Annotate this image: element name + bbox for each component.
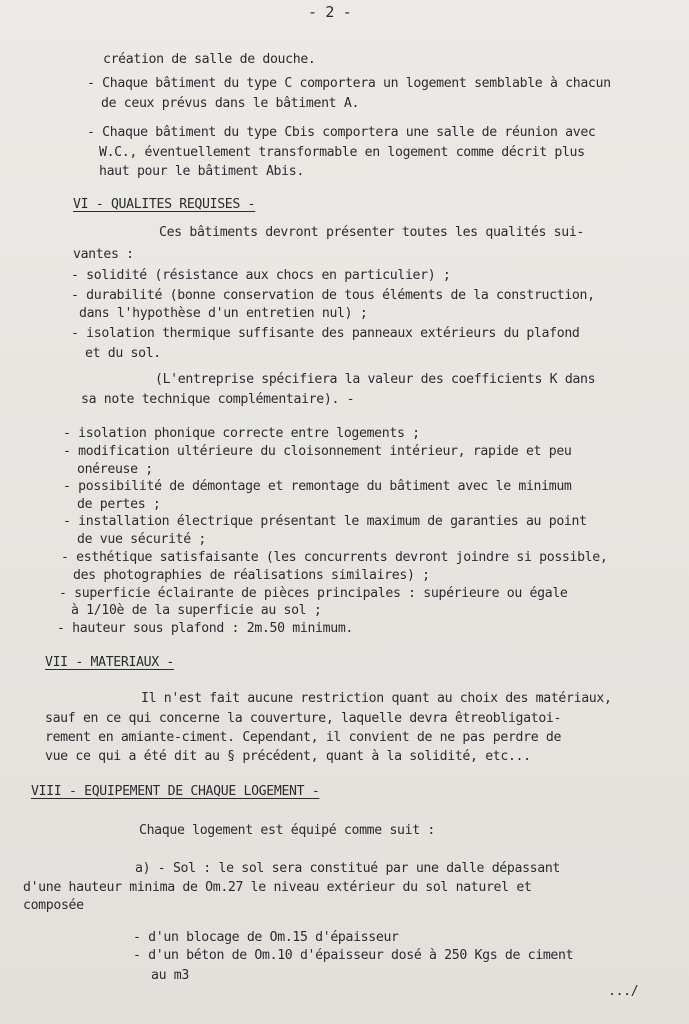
- text-line: Il n'est fait aucune restriction quant au choix des matériaux,: [141, 691, 612, 706]
- list-item: - durabilité (bonne conservation de tous éléments de la construction,: [71, 288, 595, 303]
- text-line: et du sol.: [85, 346, 161, 361]
- text-line: onéreuse ;: [77, 462, 153, 477]
- text-line: des photographies de réalisations similaires) ;: [73, 568, 430, 583]
- text-line: - Chaque bâtiment du type C comportera un logement semblable à chacun: [87, 76, 611, 91]
- text-line: composée: [23, 898, 84, 913]
- section-heading-viii: VIII - EQUIPEMENT DE CHAQUE LOGEMENT -: [31, 784, 320, 799]
- list-item: - modification ultérieure du cloisonnement intérieur, rapide et peu: [63, 444, 572, 459]
- text-line: dans l'hypothèse d'un entretien nul) ;: [79, 306, 368, 321]
- text-line: a) - Sol : le sol sera constitué par une dalle dépassant: [135, 861, 561, 876]
- text-line: création de salle de douche.: [103, 52, 316, 67]
- text-line: vue ce qui a été dit au § précédent, quant à la solidité, etc...: [45, 749, 531, 764]
- text-line: de vue sécurité ;: [77, 532, 207, 547]
- text-line: de ceux prévus dans le bâtiment A.: [101, 96, 360, 111]
- text-line: haut pour le bâtiment Abis.: [99, 164, 304, 179]
- list-item: - solidité (résistance aux chocs en particulier) ;: [71, 268, 451, 283]
- text-line: à 1/10è de la superficie au sol ;: [71, 603, 322, 618]
- section-heading-vii: VII - MATERIAUX -: [45, 655, 175, 670]
- list-item: - d'un béton de Om.10 d'épaisseur dosé à 250 Kgs de ciment: [133, 948, 574, 963]
- continuation-mark: .../: [608, 984, 639, 999]
- list-item: - isolation thermique suffisante des panneaux extérieurs du plafond: [71, 326, 580, 341]
- list-item: - superficie éclairante de pièces principales : supérieure ou égale: [59, 586, 568, 601]
- text-line: de pertes ;: [77, 497, 161, 512]
- list-item: - installation électrique présentant le maximum de garanties au point: [63, 514, 587, 529]
- text-line: vantes :: [73, 247, 134, 262]
- text-line: (L'entreprise spécifiera la valeur des coefficients K dans: [155, 372, 596, 387]
- list-item: - possibilité de démontage et remontage du bâtiment avec le minimum: [63, 479, 572, 494]
- text-line: sa note technique complémentaire). -: [81, 392, 355, 407]
- text-line: - Chaque bâtiment du type Cbis comportera une salle de réunion avec: [87, 125, 596, 140]
- list-item: - isolation phonique correcte entre logements ;: [63, 426, 420, 441]
- text-line: d'une hauteur minima de Om.27 le niveau extérieur du sol naturel et: [23, 880, 532, 895]
- page-number: - 2 -: [308, 3, 352, 21]
- list-item: - hauteur sous plafond : 2m.50 minimum.: [57, 621, 353, 636]
- text-line: au m3: [151, 968, 189, 983]
- section-heading-vi: VI - QUALITES REQUISES -: [73, 197, 256, 212]
- list-item: - esthétique satisfaisante (les concurrents devront joindre si possible,: [61, 550, 608, 565]
- text-line: rement en amiante-ciment. Cependant, il convient de ne pas perdre de: [45, 730, 562, 745]
- text-line: W.C., éventuellement transformable en logement comme décrit plus: [99, 145, 585, 160]
- list-item: - d'un blocage de Om.15 d'épaisseur: [133, 930, 399, 945]
- text-line: Chaque logement est équipé comme suit :: [139, 823, 435, 838]
- text-line: sauf en ce qui concerne la couverture, laquelle devra êtreobligatoi-: [45, 711, 562, 726]
- text-line: Ces bâtiments devront présenter toutes les qualités sui-: [159, 225, 585, 240]
